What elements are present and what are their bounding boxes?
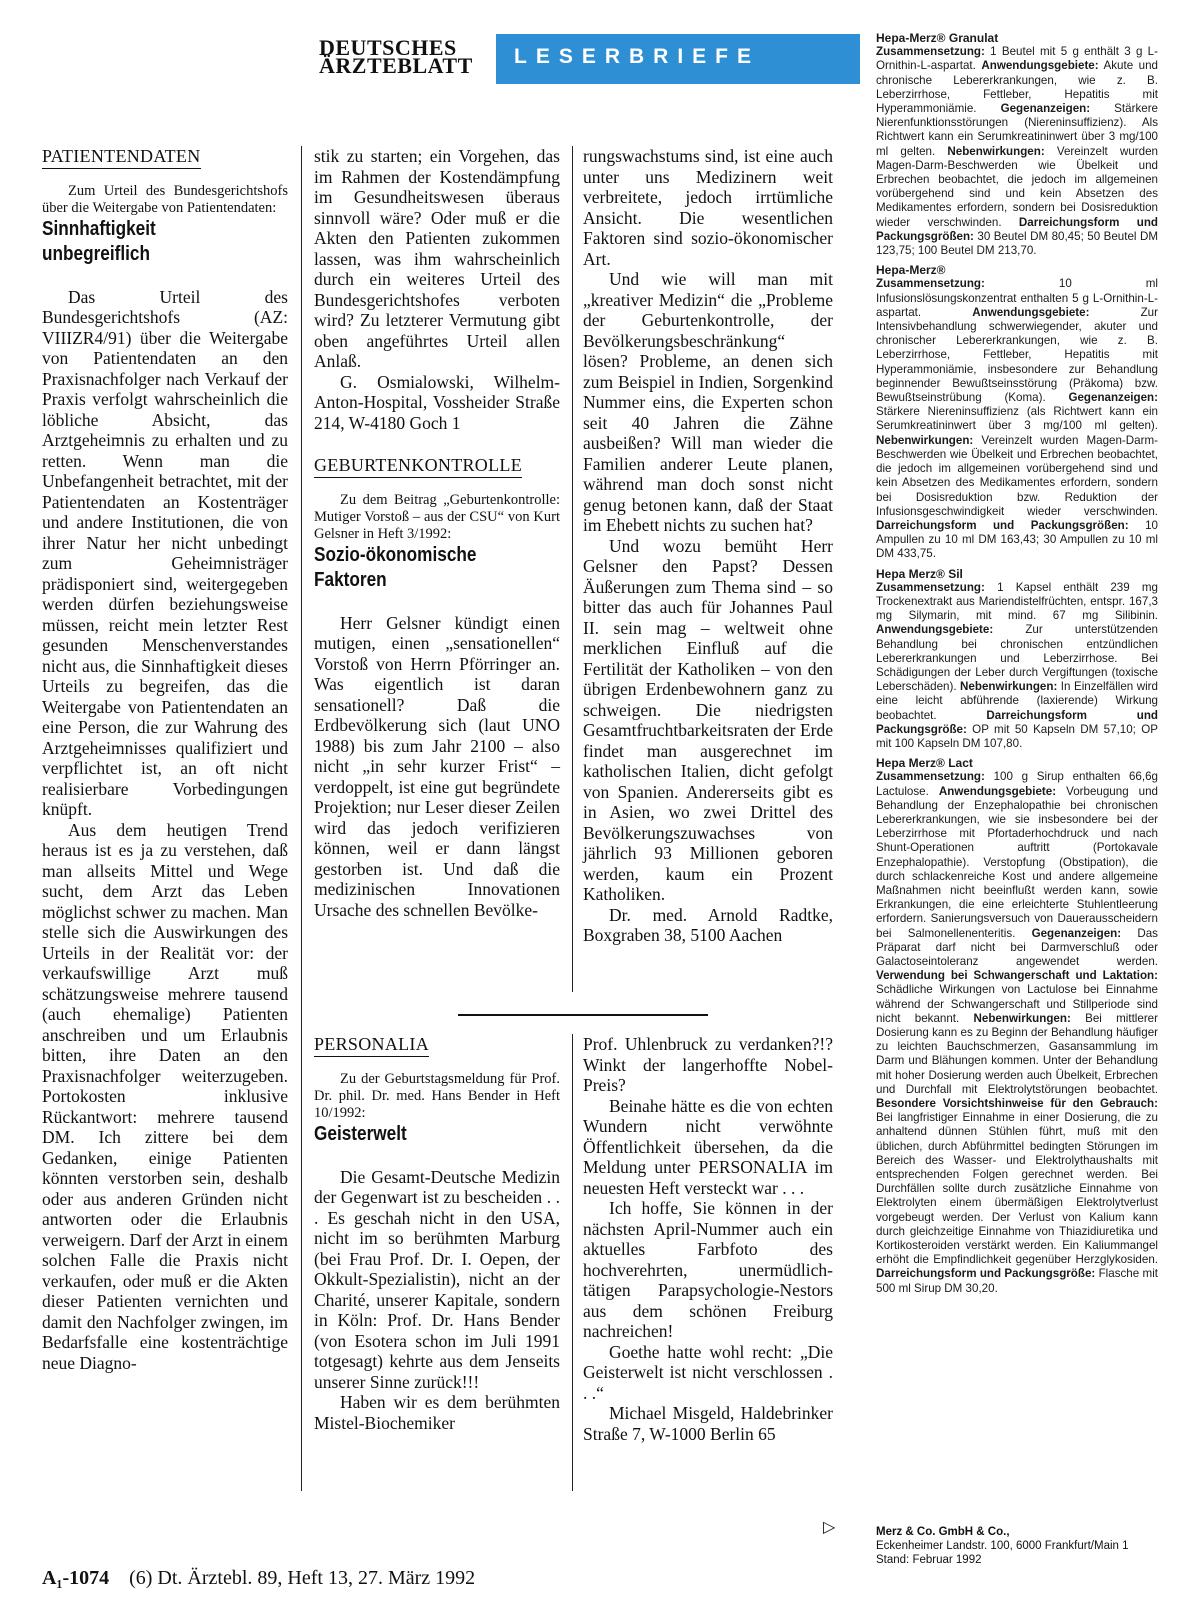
field-text: OP mit 50 Kapseln DM 57,10; OP mit 100 Kapseln DM 107,80.: [876, 722, 1158, 750]
section-banner: [496, 34, 860, 84]
product-description: [876, 770, 1158, 1296]
field-text: Stärkere Niereninsuffizienz (als Richtwert kann ein Serumkreatininwert über 3 mg/100 ml gelten).: [876, 405, 1158, 433]
article-paragraph: Prof. Uhlenbruck zu verdanken?!? Winkt der langerhoffte Nobel-Preis?: [583, 1034, 833, 1095]
column-3: [583, 146, 833, 946]
article-headline: [314, 543, 526, 593]
field-text: 1 Beutel mit 5 g enthält 3 g L-Ornithin-L-aspartat.: [876, 45, 1158, 73]
headline-line: unbegreiflich: [42, 242, 150, 265]
field-text: In Einzelfällen wird eine leicht abführende (laxierende) Wirkung beobachtet.: [876, 680, 1158, 722]
page-number: A₁-1074: [42, 1567, 110, 1589]
column-2: [314, 146, 560, 920]
article-paragraph: Haben wir es dem berühmten Mistel-Biochemiker: [314, 1392, 560, 1433]
column-divider: [572, 146, 573, 992]
article-paragraph: Herr Gelsner kündigt einen mutigen, einen „sensationellen“ Vorstoß von Herrn Pförringer an. Was eigentlich ist daran sensationell? Daß die Erdbevölkerung sich (laut UNO 1988) bis zum Jahr 2100 – also nicht „in sehr kurzer Frist“ – verdoppelt, ist eine gut begründete Projektion; nur Leser dieser Zeilen wird das jedoch verifizieren können, weil er dann längst gestorben ist. Und daß die medizinischen Innovationen Ursache des schnellen Bevölke-: [314, 612, 560, 920]
continue-arrow-icon: ▷: [823, 1517, 836, 1536]
field-label: Anwendungsgebiete:: [981, 59, 1099, 73]
field-text: Bei langfristiger Einnahme in einer Dosierung, die zu anhaltend dünnen Stühlen führt, muß mit den üblichen, durch Abführmittel bedingten Störungen im Bereich des Wasser- und Elektrolythaushalts mit entsprechenden Folgen gerechnet werden. Bei Durchfällen sollte durch zusätzliche Einnahme von Elektrolyten einem übermäßigen Elektrolytverlust vorgebeugt werden. Der Verlust von Kalium kann durch gleichzeitige Einnahme von Thiazidiuretika und Kortikosteroiden verstärkt werden. Ein Kaliummangel erhöht die Empfindlichkeit gegenüber Herzglykosiden.: [876, 1111, 1158, 1267]
field-label: Zusammensetzung:: [876, 580, 985, 594]
field-label: Gegenanzeigen:: [1068, 391, 1158, 405]
product-name: Hepa-Merz®: [876, 263, 946, 278]
field-text: 30 Beutel DM 80,45; 50 Beutel DM 123,75; 100 Beutel DM 213,70.: [876, 229, 1158, 258]
article-signature: G. Osmialowski, Wilhelm-Anton-Hospital, Vossheider Straße 214, W-4180 Goch 1: [314, 371, 560, 433]
article-paragraph: Ich hoffe, Sie können in der nächsten April-Nummer auch ein aktuelles Farbfoto des hochverehrten, unermüdlich-tätigen Parapsychologie-Nestors aus dem schönen Freiburg nachreichen!: [583, 1198, 833, 1341]
field-text: 10 Ampullen zu 10 ml DM 163,43; 30 Ampullen zu 10 ml DM 433,75.: [876, 518, 1158, 561]
field-text: 10 ml Infusionslösungskonzentrat enthalten 5 g L-Ornithin-L-aspartat.: [876, 277, 1158, 319]
column-3-bottom: [583, 1034, 833, 1444]
article-paragraph: Und wie will man mit „kreativer Medizin“ die „Probleme der Geburtenkontrolle, der Bevölkerungsbeschränkung“ lösen? Probleme, an denen sich zum Beispiel in Indien, Sorgenkind Nummer eins, die Experten schon seit 40 Jahren die Zähne ausbeißen? Will man wieder die Familien anderer Leute planen, während man doch sonst nicht genug betonen kann, daß der Staat im Ehebett nichts zu suchen hat?: [583, 269, 833, 535]
article-signature: Michael Misgeld, Haldebrinker Straße 7, W-1000 Berlin 65: [583, 1403, 833, 1444]
field-label: Darreichungsform und Packungsgröße:: [876, 1267, 1096, 1281]
column-1: [42, 146, 288, 1373]
advert-address: Eckenheimer Landstr. 100, 6000 Frankfurt/Main 1: [876, 1540, 1129, 1552]
product-description: [876, 45, 1158, 258]
product-description: [876, 277, 1158, 561]
field-text: Stärkere Nierenfunktionsstörungen (Niereninsuffizienz). Als Richtwert kann ein Serumkreatininwert über 3 mg/100 ml gelten.: [876, 102, 1158, 158]
field-text: Vereinzelt wurden Magen-Darm-Beschwerden wie Übelkeit und Erbrechen beobachtet, die jedoch im allgemeinen vorübergehend sind und kein Absetzen des Medikamentes erfordern, sondern bei Dosisreduktion wieder verschwinden.: [876, 144, 1158, 229]
product-block: [876, 567, 1158, 752]
column-2-bottom: [314, 1034, 560, 1433]
headline-line: Sozio-ökonomische: [314, 543, 477, 566]
field-text: Zur unterstützenden Behandlung bei chronischen entzündlichen Lebererkrankungen und Leberzirrhose. Bei Schädigungen der Leber durch Vergiftungen (toxische Leberschäden).: [876, 623, 1158, 694]
advert-company: Merz & Co. GmbH & Co.,: [876, 1526, 1010, 1538]
product-block: [876, 756, 1158, 1296]
field-label: Besondere Vorsichtshinweise für den Gebrauch:: [876, 1097, 1158, 1111]
section-title: LESERBRIEFE: [514, 45, 761, 68]
field-text: 1 Kapsel enthält 239 mg Trockenextrakt aus Mariendistelfrüchten, entspr. 167,3 mg Silymarin, mit mind. 67 mg Silibinin.: [876, 580, 1158, 623]
field-text: Flasche mit 500 ml Sirup DM 30,20.: [876, 1267, 1158, 1295]
article-paragraph: Und wozu bemüht Herr Gelsner den Papst? Dessen Äußerungen zum Thema sind – so bitter das auch für Johannes Paul II. sein mag – weltweit ohne merklichen Einfluß auf die Fertilität der Katholiken – von den übrigen Erdenbewohnern ganz zu schweigen. Die niedrigsten Gesamtfruchtbarkeitsraten der Erde findet man ausgerechnet im katholischen Italien, dicht gefolgt von Spanien. Andererseits gibt es in Asien, wo zwei Drittel des Bevölkerungszuwachses von jährlich 93 Millionen geboren werden, kaum ein Prozent Katholiken.: [583, 535, 833, 904]
field-label: Anwendungsgebiete:: [972, 305, 1090, 319]
field-label: Anwendungsgebiete:: [876, 623, 994, 637]
column-divider: [301, 146, 302, 1491]
field-text: Akute und chronische Lebererkrankungen, wie z. B. Leberzirrhose, Fettleber, Hepatitis mit Hyperammoniämie.: [876, 59, 1158, 116]
product-name: Hepa Merz® Sil: [876, 566, 963, 581]
field-label: Zusammensetzung:: [876, 45, 985, 59]
pharma-advert: [876, 31, 1158, 1301]
field-label: Nebenwirkungen:: [960, 680, 1058, 694]
field-text: Bei mittlerer Dosierung kann es zu Beginn der Behandlung häufiger zu leichten Bauchschmerzen, Gasansammlung im Darm und Blähungen kommen. Unter der Behandlung mit hoher Dosierung werden auch Übelkeit, Erbrechen und Durchfall mit Elektrolytstörungen beobachtet.: [876, 1011, 1158, 1096]
field-text: Vorbeugung und Behandlung der Enzephalopathie bei chronischen Lebererkrankungen, wie sie insbesondere bei der Leberzirrhose mit Pfortaderhochdruck und nach Shunt-Operationen auftritt (Portokavale Enzephalopathie). Verstopfung (Obstipation), die durch schlackenreiche Kost und andere allgemeine Maßnahmen nicht beeinflußt werden kann, sowie Erkrankungen, die eine erleichterte Stuhlentleerung erfordern. Sanierungsversuch von Dauerausscheidern bei Salmonellenenteritis.: [876, 784, 1158, 940]
article-paragraph: stik zu starten; ein Vorgehen, das im Rahmen der Kostendämpfung im Gesundheitswesen überaus sinnvoll wäre? Oder muß er die Akten den Patienten zukommen lassen, was ihm wahrscheinlich durch ein weiteres Urteil des Bundesgerichtshofes verboten wird? Zu letzterer Vermutung gibt oben angeführtes Urteil allen Anlaß.: [314, 146, 560, 371]
product-block: [876, 263, 1158, 561]
article-paragraph: Die Gesamt-Deutsche Medizin der Gegenwart ist zu bescheiden . . . Es geschah nicht in den USA, nicht im so berühmten Marburg (bei Frau Prof. Dr. I. Oepen, der Okkult-Spezialistin), nicht an der Charité, unserer Kapitale, sondern in Köln: Prof. Dr. Hans Bender (von Esotera schon im Juli 1991 totgesagt) kehrte aus dem Jenseits unserer Sinne zurück!!!: [314, 1166, 560, 1392]
article-paragraph: rungswachstums sind, ist eine auch unter uns Medizinern weit verbreitete, jedoch irrtümliche Ansicht. Die wesentlichen Faktoren sind sozio-ökonomischer Art.: [583, 146, 833, 269]
rubric-patientendaten: PATIENTENDATEN: [42, 146, 201, 169]
masthead-line-2: ÄRZTEBLATT: [319, 53, 473, 78]
field-label: Gegenanzeigen:: [1031, 926, 1122, 940]
column-divider: [572, 1034, 573, 1491]
field-label: Nebenwirkungen:: [947, 144, 1045, 158]
field-label: Darreichungsform und Packungsgröße:: [876, 708, 1158, 736]
article-headline: [314, 1122, 526, 1147]
article-lead: Zu dem Beitrag „Geburtenkontrolle: Mutiger Vorstoß – aus der CSU“ von Kurt Gelsner in Heft 3/1992:: [314, 491, 560, 542]
field-text: Schädliche Wirkungen von Lactulose bei Einnahme während der Schwangerschaft und Stillperiode sind nicht bekannt.: [876, 983, 1158, 1025]
field-label: Zusammensetzung:: [876, 770, 985, 784]
field-label: Anwendungsgebiete:: [938, 784, 1057, 798]
field-text: Vereinzelt wurden Magen-Darm-Beschwerden wie Übelkeit und Erbrechen beobachtet, die jedoch im allgemeinen vorübergehend sind und kein Absetzen des Medikamentes erfordern, sondern bei Dosisreduktion bzw. Reduktion der Infusionsgeschwindigkeit wieder verschwinden.: [876, 433, 1158, 518]
product-name: Hepa Merz® Lact: [876, 756, 973, 771]
field-label: Nebenwirkungen:: [973, 1011, 1071, 1025]
field-text: Das Präparat darf nicht bei Darmverschluß oder Galactoseintoleranz angewendet werden.: [876, 926, 1158, 968]
field-text: 100 g Sirup enthalten 66,6g Lactulose.: [876, 770, 1158, 798]
advert-footer: [876, 1525, 1158, 1567]
rubric-geburtenkontrolle: GEBURTENKONTROLLE: [314, 455, 522, 478]
masthead-line-1: DEUTSCHES: [319, 35, 457, 60]
page-folio: [42, 1567, 475, 1590]
section-separator: [458, 1014, 708, 1016]
headline-line: Sinnhaftigkeit: [42, 217, 156, 240]
field-text: Zur Intensivbehandlung schwerwiegender, akuter und chronischer Lebererkrankungen, wie z. B. Leberzirrhose, Fettleber, Hepatitis mit Hyperammoniämie, insbesondere zur Behandlung beginnender Bewußtseinsstörung (Präkoma) bzw. Bewußtseinstrübung (Koma).: [876, 305, 1158, 405]
advert-stand: Stand: Februar 1992: [876, 1554, 982, 1566]
product-name: Hepa-Merz® Granulat: [876, 31, 999, 45]
headline-line: Geisterwelt: [314, 1122, 407, 1145]
article-paragraph: Goethe hatte wohl recht: „Die Geisterwelt ist nicht verschlossen . . .“: [583, 1341, 833, 1403]
field-label: Darreichungsform und Packungsgrößen:: [876, 215, 1158, 243]
rubric-personalia: PERSONALIA: [314, 1034, 429, 1057]
article-headline: [42, 217, 254, 267]
field-label: Verwendung bei Schwangerschaft und Laktation:: [876, 969, 1158, 983]
article-paragraph: Aus dem heutigen Trend heraus ist es ja zu verstehen, daß man allseits Mittel und Wege sucht, dem Arzt das Leben möglichst schwer zu machen. Man stelle sich die Auswirkungen des Urteils in der Realität vor: der verkaufswillige Arzt muß schätzungsweise mehrere tausend (auch ehemalige) Patienten anschreiben und um Erlaubnis bitten, ihre Daten an den Praxisnachfolger weiterzugeben. Portokosten inklusive Rückantwort: mehrere tausend DM. Ich zittere bei dem Gedanken, einige Patienten könnten verstorben sein, deshalb oder aus anderen Gründen nicht antworten oder die Erlaubnis verweigern. Darf der Arzt in einem solchen Falle die Praxis nicht verkaufen, oder muß er die Akten dieser Patienten vernichten und damit den Nachfolger zwingen, im Bedarfsfalle eine kostenträchtige neue Diagno-: [42, 819, 288, 1373]
field-label: Zusammensetzung:: [876, 277, 985, 291]
field-label: Nebenwirkungen:: [876, 433, 974, 447]
article-paragraph: Beinahe hätte es die von echten Wundern nicht verwöhnte Öffentlichkeit übersehen, da die Meldung unter PERSONALIA im neuesten Heft versteckt war . . .: [583, 1095, 833, 1198]
article-paragraph: Das Urteil des Bundesgerichtshofs (AZ: VIIIZR4/91) über die Weitergabe von Patientendaten an den Praxisnachfolger nach Verkauf der Praxis verfolgt wahrscheinlich die löbliche Absicht, das Arztgeheimnis zu erhalten und zu retten. Wenn man die Unbefangenheit betrachtet, mit der Patientendaten an Kostenträger und andere Institutionen, die von ihrer Natur her nicht unbedingt zum Geheimnisträger prädisponiert sind, weitergegeben werden dürfen beziehungsweise müssen, reicht mein letzter Rest gesunden Menschenverstandes nicht aus, die Sinnhaftigkeit dieses Urteils zu begreifen, das die Weitergabe von Patientendaten an eine Person, die zur Wahrung des Arztgeheimnisses qualifiziert und verpflichtet ist, an oft nicht realisierbare Vorbedingungen knüpft.: [42, 286, 288, 819]
issue-reference: (6) Dt. Ärztebl. 89, Heft 13, 27. März 1992: [129, 1567, 476, 1589]
article-lead: Zum Urteil des Bundesgerichtshofs über die Weitergabe von Patientendaten:: [42, 182, 288, 216]
product-description: [876, 581, 1158, 751]
article-signature: Dr. med. Arnold Radtke, Boxgraben 38, 5100 Aachen: [583, 904, 833, 945]
article-lead: Zu der Geburtstagsmeldung für Prof. Dr. phil. Dr. med. Hans Bender in Heft 10/1992:: [314, 1070, 560, 1121]
field-label: Darreichungsform und Packungsgrößen:: [876, 518, 1129, 532]
product-block: [876, 31, 1158, 258]
headline-line: Faktoren: [314, 568, 387, 591]
field-label: Gegenanzeigen:: [1000, 102, 1091, 116]
